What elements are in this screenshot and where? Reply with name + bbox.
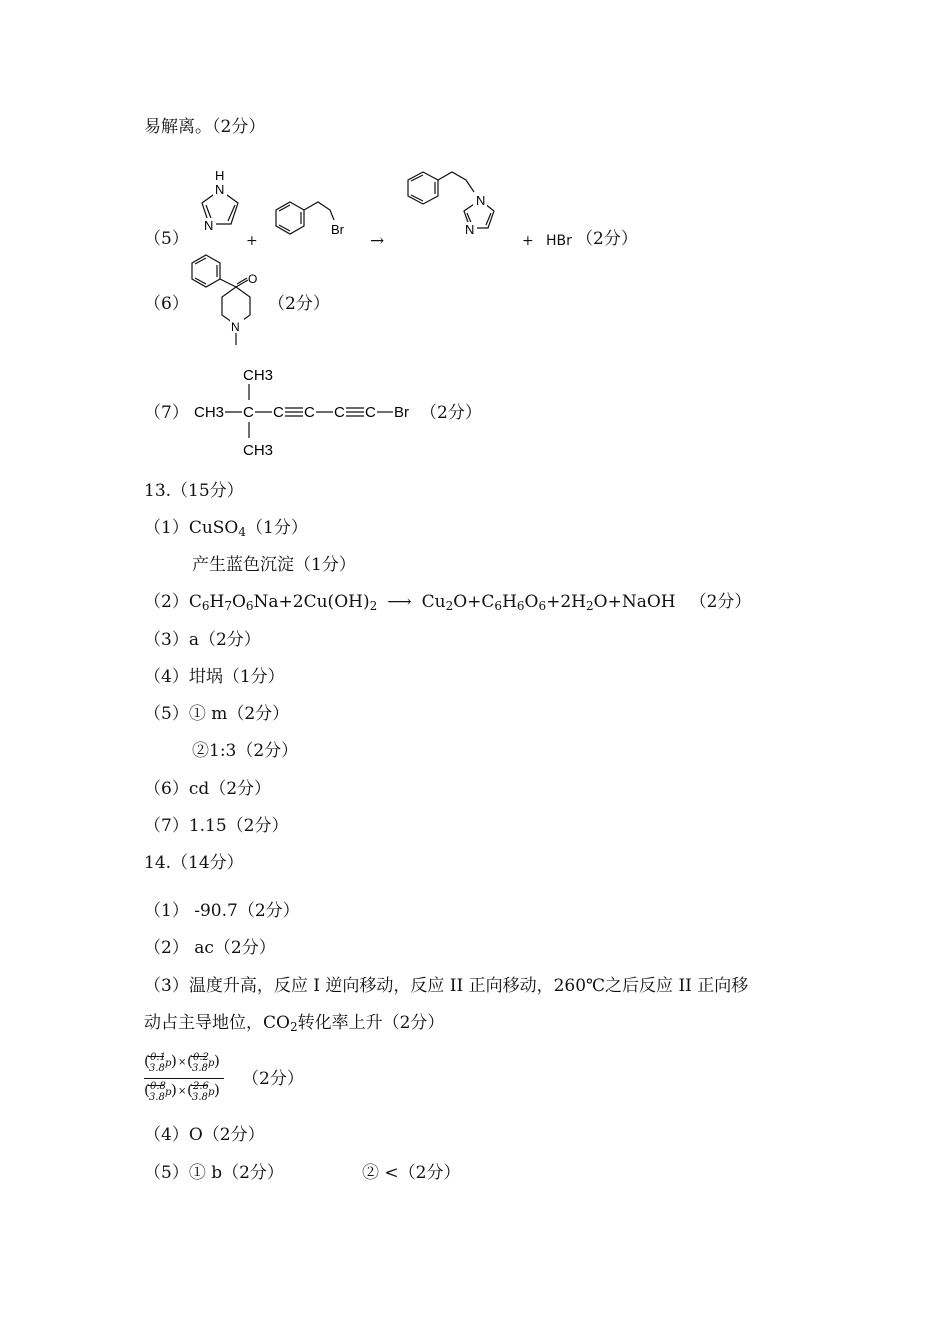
q13-2-lhs-seg-7: 2 (369, 599, 378, 613)
kp-score: （2分） (242, 1069, 304, 1089)
q13-1-formula-sub: 4 (238, 525, 247, 539)
kp-num-a: 0.1 (150, 1052, 166, 1063)
kp-num-a-p: p (165, 1058, 172, 1069)
q13-answer-1-line2: 产生蓝色沉淀（1分） (192, 555, 356, 575)
ch3-top-label: CH3 (243, 367, 274, 384)
q13-2-lhs-seg-2: H (209, 592, 225, 612)
q13-2-rhs-seg-3: 6 (494, 599, 503, 613)
imid-n1-label: N (215, 182, 225, 197)
reaction-arrow: → (370, 231, 385, 251)
plus-sign-1: + (246, 233, 258, 249)
kp-num-a-under: 3.8 (149, 1063, 165, 1074)
phenethyl-bromide-structure (268, 190, 358, 245)
piperidinyl-ketone-structure (190, 250, 270, 355)
prod-n1-label: N (476, 193, 486, 208)
q14-3-text-b: 转化率上升（2分） (297, 1013, 445, 1033)
q13-answer-4: （4）坩埚（1分） (144, 667, 285, 687)
q14-answer-2: （2） ac（2分） (144, 938, 276, 958)
kp-den-b-under: 3.8 (192, 1092, 208, 1103)
q13-2-rhs-seg-6: O (524, 592, 539, 612)
plus-sign-2: + (522, 233, 534, 249)
ch3-left-label: CH3 (194, 404, 225, 421)
q13-2-rhs-seg-10: O+NaOH (593, 592, 676, 612)
kp-num-b-p: p (208, 1058, 215, 1069)
kp-den-b: 2.6 (193, 1081, 209, 1092)
q13-1-score: （1分） (246, 518, 308, 538)
kp-den-b-p: p (208, 1087, 215, 1098)
intro-line: 易解离。（2分） (144, 117, 266, 137)
q14-heading: 14.（14分） (144, 853, 244, 873)
imid-n3-label: N (204, 218, 214, 233)
q13-2-lhs-seg-1: 6 (201, 599, 210, 613)
q13-2-rhs (422, 592, 676, 612)
o-label: O (248, 272, 258, 286)
ch3-bottom-label: CH3 (243, 442, 274, 459)
q13-1-formula: CuSO (188, 518, 239, 538)
q13-answer-6: （6）cd（2分） (144, 779, 272, 799)
q13-2-rhs-seg-7: 6 (538, 599, 547, 613)
q13-2-arrow: ⟶ (387, 592, 412, 612)
q12-7-score: （2分） (420, 403, 482, 423)
q13-answer-3: （3）a（2分） (144, 630, 261, 650)
hbr-label: HBr (546, 233, 572, 249)
kp-num-b-under: 3.8 (192, 1063, 208, 1074)
q14-answer-3-line1: （3）温度升高，反应 I 逆向移动，反应 II 正向移动，260℃之后反应 II 正向移 (144, 976, 749, 996)
q12-5-score: （2分） (576, 229, 638, 249)
q13-1-num: （1） (144, 518, 189, 538)
bromo-diyne-structure (192, 362, 422, 462)
q13-2-score: （2分） (689, 592, 752, 612)
q13-2-lhs (189, 592, 377, 612)
br-end-label: Br (394, 404, 409, 421)
q14-3-sub: 2 (289, 1020, 298, 1034)
q12-5-number: （5） (144, 229, 189, 249)
kp-num-b: 0.2 (193, 1052, 209, 1063)
q14-answer-1: （1） -90.7（2分） (144, 901, 300, 921)
q14-answer-5-2: ② <（2分） (362, 1163, 461, 1183)
kp-expression: ( 0.1 3.8 p ) × ( 0.2 3.8 p ) ( 0.8 3.8 p ) × ( 2.6 3.8 p ) (144, 1052, 234, 1108)
q14-answer-5-1: （5）① b（2分） (144, 1163, 284, 1183)
q14-answer-3-line2 (144, 1012, 444, 1038)
imid-h-label: H (215, 168, 225, 183)
q13-heading: 13.（15分） (144, 481, 244, 501)
q13-2-rhs-seg-0: Cu (421, 592, 446, 612)
kp-times-top: × (178, 1057, 187, 1068)
q13-answer-1 (144, 517, 308, 543)
q13-2-rhs-seg-5: 6 (516, 599, 525, 613)
q13-2-rhs-seg-8: +2H (546, 592, 586, 612)
q14-answer-4: （4）O（2分） (144, 1125, 265, 1145)
q13-2-rhs-seg-2: O+C (453, 592, 495, 612)
q13-2-lhs-seg-4: O (231, 592, 246, 612)
q13-2-rhs-seg-9: 2 (586, 599, 594, 613)
q13-2-lhs-seg-5: 6 (245, 599, 254, 613)
c3-label: C (334, 404, 345, 421)
kp-den-a-under: 3.8 (149, 1092, 165, 1103)
product-structure (400, 160, 515, 250)
c1-label: C (273, 404, 284, 421)
br-label: Br (331, 222, 344, 237)
n-label: N (231, 320, 240, 334)
prod-n3-label: N (465, 222, 475, 237)
imidazole-structure (190, 168, 250, 238)
q14-3-text-a: 动占主导地位，CO (144, 1013, 290, 1033)
q13-2-rhs-seg-1: 2 (445, 599, 454, 613)
c2-label: C (304, 404, 315, 421)
q13-answer-5-2: ②1:3（2分） (192, 741, 299, 761)
q13-2-lhs-seg-6: Na+2Cu(OH) (253, 592, 370, 612)
q13-answer-5: （5）① m（2分） (144, 704, 290, 724)
q13-2-lhs-seg-3: 7 (224, 599, 232, 613)
c-center-label: C (243, 404, 254, 421)
q13-answer-2 (144, 591, 751, 617)
q12-7-number: （7） (144, 403, 189, 423)
q12-6-score: （2分） (268, 294, 330, 314)
c4-label: C (365, 404, 376, 421)
kp-den-a: 0.8 (150, 1081, 166, 1092)
q13-2-lhs-seg-0: C (188, 592, 202, 612)
q12-6-number: （6） (144, 294, 189, 314)
q13-2-rhs-seg-4: H (502, 592, 517, 612)
q13-answer-7: （7）1.15（2分） (144, 816, 289, 836)
kp-den-a-p: p (165, 1087, 172, 1098)
q13-2-num: （2） (144, 592, 189, 612)
kp-times-bottom: × (178, 1086, 187, 1097)
